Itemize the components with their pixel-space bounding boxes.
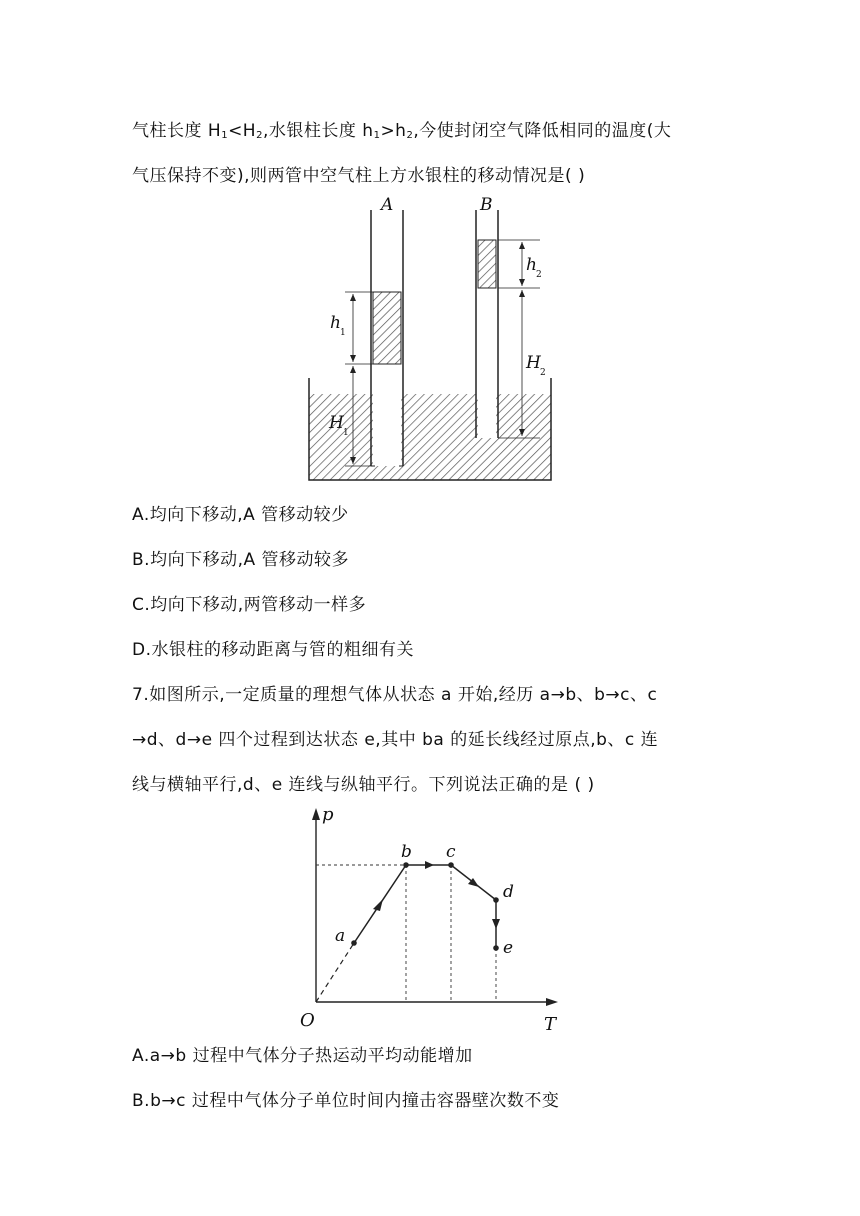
q7-option-a: A.a→b 过程中气体分子热运动平均动能增加 xyxy=(132,1046,473,1066)
q6-option-c: C.均向下移动,两管移动一样多 xyxy=(132,595,367,615)
svg-text:1: 1 xyxy=(343,428,349,438)
h1-label: h xyxy=(330,313,341,333)
state-c-point xyxy=(448,862,454,868)
q6-option-d: D.水银柱的移动距离与管的粗细有关 xyxy=(132,640,414,660)
state-c-label: c xyxy=(446,842,456,862)
origin-label: O xyxy=(300,1010,315,1031)
state-a-point xyxy=(351,940,357,946)
mercury-column-b xyxy=(478,240,496,288)
svg-text:1: 1 xyxy=(340,328,346,338)
t-axis-label: T xyxy=(544,1014,557,1035)
q7-stem-line-3: 线与横轴平行,d、e 连线与纵轴平行。下列说法正确的是 ( ) xyxy=(132,775,595,795)
q7-stem-line-1: 7.如图所示,一定质量的理想气体从状态 a 开始,经历 a→b、b→c、c xyxy=(132,685,658,705)
tube-a-label: A xyxy=(381,195,394,215)
state-b-point xyxy=(403,862,409,868)
q6-stem-line-2: 气压保持不变),则两管中空气柱上方水银柱的移动情况是( ) xyxy=(132,166,586,186)
state-b-label: b xyxy=(401,842,412,862)
svg-text:2: 2 xyxy=(536,270,542,280)
H1-label: H xyxy=(329,413,344,433)
state-e-label: e xyxy=(503,938,514,958)
tube-b-label: B xyxy=(480,195,493,215)
state-d-label: d xyxy=(503,882,514,902)
q6-option-b: B.均向下移动,A 管移动较多 xyxy=(132,550,350,570)
H2-label: H xyxy=(526,353,541,373)
q7-pt-diagram xyxy=(0,800,860,1040)
q7-stem-line-2: →d、d→e 四个过程到达状态 e,其中 ba 的延长线经过原点,b、c 连 xyxy=(132,730,659,750)
svg-text:2: 2 xyxy=(540,368,546,378)
state-a-label: a xyxy=(335,926,346,946)
h2-label: h xyxy=(526,255,537,275)
p-axis-label: p xyxy=(322,804,334,825)
state-d-point xyxy=(493,897,499,903)
q6-tube-figure xyxy=(0,190,860,490)
state-e-point xyxy=(493,945,499,951)
q7-option-b: B.b→c 过程中气体分子单位时间内撞击容器壁次数不变 xyxy=(132,1091,560,1111)
mercury-column-a xyxy=(373,292,401,364)
q6-option-a: A.均向下移动,A 管移动较少 xyxy=(132,505,349,525)
q6-stem-line-1: 气柱长度 $H_1<H_2$,水银柱长度 $h_1>h_2$,今使封闭空气降低相同的温度(大 xyxy=(132,121,672,141)
